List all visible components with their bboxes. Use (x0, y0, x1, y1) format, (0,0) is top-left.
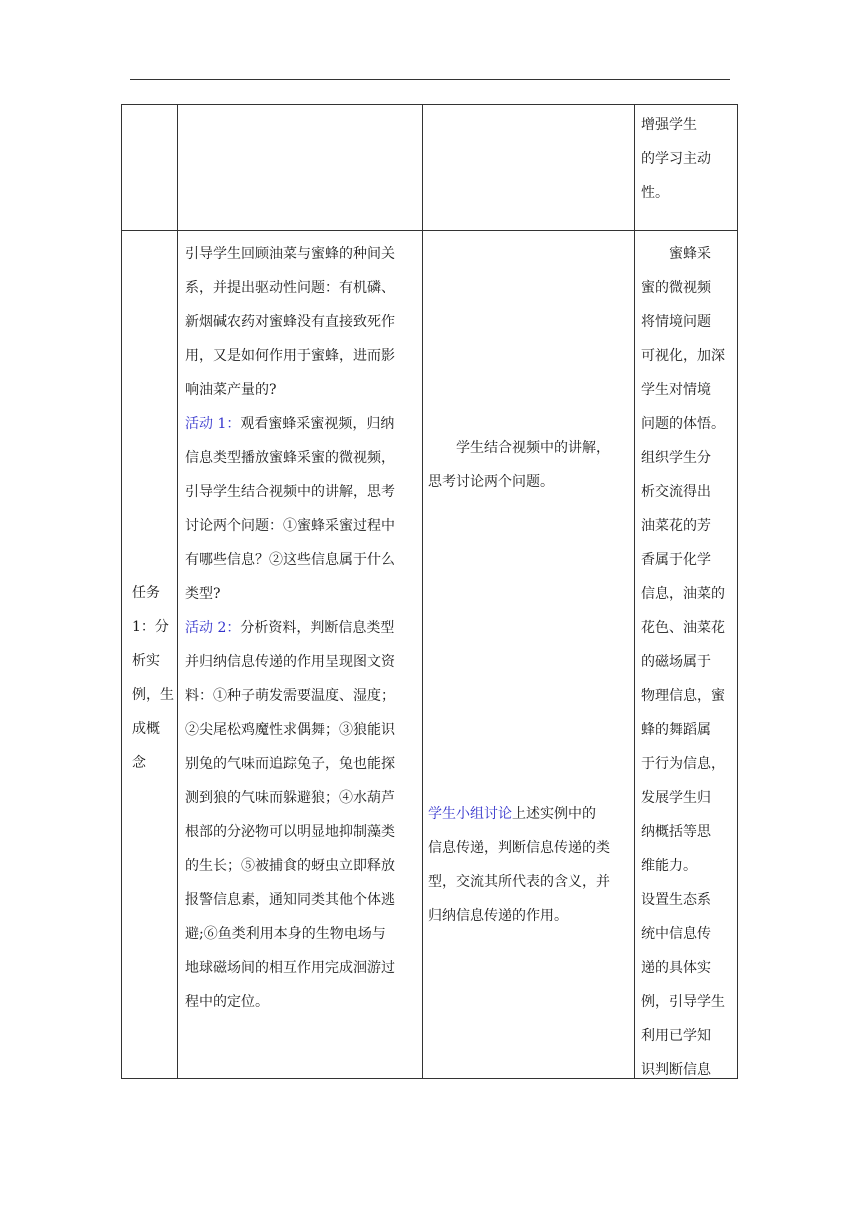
text-line: 学生对情境 (641, 382, 711, 398)
text-line: 香属于化学 (641, 552, 711, 568)
lesson-table-top (121, 104, 738, 231)
text-line: 测到狼的气味而躲避狼；④水葫芦 (185, 790, 395, 806)
text-line: 避;⑥鱼类利用本身的生物电场与 (185, 926, 386, 942)
text-line: 纳概括等思 (641, 824, 711, 840)
text-line: 的磁场属于 (641, 654, 711, 670)
text-line: 的生长；⑤被捕食的蚜虫立即释放 (185, 858, 395, 874)
text-line: 程中的定位。 (185, 994, 269, 1010)
text-line: 发展学生归 (641, 790, 711, 806)
text-line: 蜜蜂采 (669, 246, 711, 262)
text-line: 将情境问题 (641, 314, 711, 330)
column-divider (422, 231, 423, 1078)
text-line: 设置生态系 (641, 892, 711, 908)
text-line: 识判断信息 (641, 1062, 711, 1078)
text-line: 1：分 (132, 619, 169, 635)
text-line: 类型? (185, 586, 221, 602)
text-line: 引导学生回顾油菜与蜜蜂的种间关 (185, 246, 395, 262)
text-line: 的学习主动 (641, 151, 711, 167)
text-line: 响油菜产量的? (185, 382, 277, 398)
text-line: 成概 (132, 721, 160, 737)
design-intent-cell (641, 108, 735, 210)
student-activity-cell-1 (428, 431, 631, 499)
text-line: 地球磁场间的相互作用完成洄游过 (185, 960, 395, 976)
text-line: 并归纳信息传递的作用呈现图文资 (185, 654, 395, 670)
text-line: 利用已学知 (641, 1028, 711, 1044)
text-line: 递的具体实 (641, 960, 711, 976)
text-line: 信息，油菜的 (641, 586, 725, 602)
activity-2-heading (185, 611, 415, 645)
text-line: 归纳信息传递的作用。 (428, 908, 568, 924)
activity-1-label: 活动 1： (185, 416, 241, 432)
text-line: 析交流得出 (641, 484, 711, 500)
text-line: 蜂的舞蹈属 (641, 722, 711, 738)
text-line: 根部的分泌物可以明显地抑制藻类 (185, 824, 395, 840)
column-divider (634, 231, 635, 1078)
text-line: 有哪些信息？②这些信息属于什么 (185, 552, 395, 568)
text-line: 思考讨论两个问题。 (428, 474, 554, 490)
text-line: 油菜花的芳 (641, 518, 711, 534)
text-line: 增强学生 (641, 117, 697, 133)
text-line: 性。 (641, 185, 669, 201)
text-line: 例，生 (132, 687, 174, 703)
text-line: 用，又是如何作用于蜜蜂，进而影 (185, 348, 395, 364)
text-line: 别兔的气味而追踪兔子，兔也能探 (185, 756, 395, 772)
text-line: 统中信息传 (641, 926, 711, 942)
text-line: 引导学生结合视频中的讲解，思考 (185, 484, 395, 500)
activity-2-title: 分析资料，判断信息类型 (240, 620, 395, 636)
activity-1-heading (185, 407, 415, 441)
header-rule (130, 79, 730, 80)
lesson-table-main (121, 231, 738, 1079)
text-line: 花色、油菜花 (641, 620, 725, 636)
text-line: 维能力。 (641, 858, 697, 874)
text-line: 可视化，加深 (641, 348, 725, 364)
text-line: 料：①种子萌发需要温度、湿度； (185, 688, 395, 704)
column-divider (422, 105, 423, 230)
text-line: 例，引导学生 (641, 994, 725, 1010)
text-line: 析实 (132, 653, 160, 669)
column-divider (177, 105, 178, 230)
text-line: 报警信息素，通知同类其他个体逃 (185, 892, 395, 908)
text-line: 于行为信息， (641, 756, 725, 772)
text-line: 系，并提出驱动性问题：有机磷、 (185, 280, 395, 296)
text-line: 新烟碱农药对蜜蜂没有直接致死作 (185, 314, 395, 330)
text-line: ②尖尾松鸡魔性求偶舞；③狼能识 (185, 722, 395, 738)
text-line: 型，交流其所代表的含义，并 (428, 874, 610, 890)
teacher-activity-cell (185, 237, 415, 1019)
text-line: 讨论两个问题：①蜜蜂采蜜过程中 (185, 518, 395, 534)
text-line: 任务 (132, 585, 160, 601)
activity-1-title: 观看蜜蜂采蜜视频，归纳 (240, 416, 395, 432)
column-divider (634, 105, 635, 230)
text-line: 学生结合视频中的讲解， (456, 440, 610, 456)
text-line: 信息类型播放蜜蜂采蜜的微视频， (185, 450, 395, 466)
task-label-cell (132, 576, 174, 780)
text-line: 信息传递，判断信息传递的类 (428, 840, 610, 856)
column-divider (177, 231, 178, 1078)
design-intent-cell (641, 237, 737, 1087)
text-line: 念 (132, 755, 146, 771)
text-line: 蜜的微视频 (641, 280, 711, 296)
activity-2-label: 活动 2： (185, 620, 241, 636)
group-discussion-heading (428, 797, 631, 831)
text-line: 组织学生分 (641, 450, 711, 466)
text-line: 问题的体悟。 (641, 416, 725, 432)
student-activity-cell-2 (428, 797, 631, 933)
group-discussion-label: 学生小组讨论 (428, 806, 512, 822)
text-line: 物理信息，蜜 (641, 688, 725, 704)
group-discussion-text: 上述实例中的 (512, 806, 596, 822)
